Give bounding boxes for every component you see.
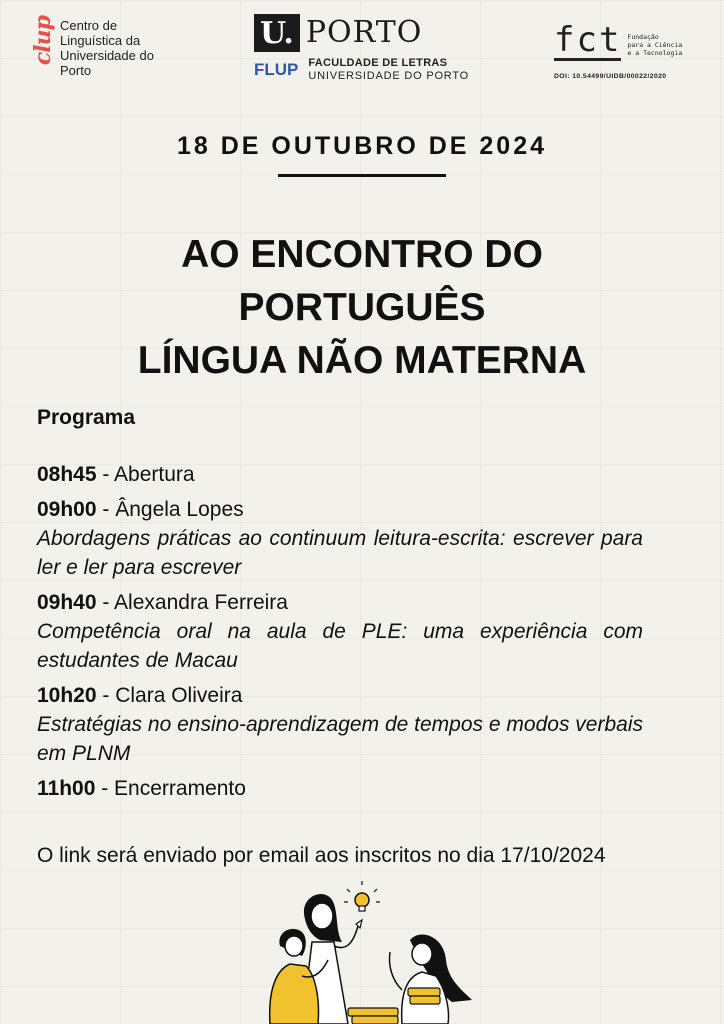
- uporto-logo: [254, 14, 474, 83]
- slot-speaker: - Ângela Lopes: [96, 498, 244, 521]
- slot-speaker: - Alexandra Ferreira: [96, 591, 288, 614]
- lightbulb-icon: [344, 881, 380, 911]
- clup-logo-line: Centro de: [60, 18, 118, 33]
- flup-logo-mark: FLUP: [254, 60, 299, 79]
- slot-header: [37, 681, 643, 710]
- slot-time: 09h00: [37, 498, 97, 521]
- fct-logo-row: [554, 20, 704, 61]
- event-title-line: AO ENCONTRO DO: [181, 233, 543, 276]
- fct-logo-line: para a Ciência: [627, 41, 683, 49]
- slot-speaker: - Clara Oliveira: [96, 684, 243, 707]
- program-slot: [37, 774, 643, 803]
- students-illustration: [262, 880, 482, 1024]
- event-title-line: PORTUGUÊS: [238, 286, 486, 329]
- fct-logo-mark: fct: [554, 20, 622, 60]
- event-title: [0, 228, 724, 387]
- program-section: [37, 406, 643, 809]
- clup-logo-line: Porto: [60, 63, 92, 78]
- date-divider: [278, 174, 446, 177]
- slot-time: 11h00: [37, 777, 96, 800]
- fct-logo-line: Fundação: [627, 33, 659, 41]
- slot-time: 08h45: [37, 463, 97, 486]
- slot-header: [37, 588, 643, 617]
- uporto-logo-word: PORTO: [305, 15, 423, 50]
- flup-logo-row: [254, 57, 474, 83]
- slot-header: [37, 774, 643, 803]
- program-slot: [37, 460, 643, 489]
- flup-logo-line1: FACULDADE DE LETRAS: [308, 57, 448, 69]
- flup-logo-line2: UNIVERSIDADE DO PORTO: [308, 70, 470, 82]
- right-student-figure: [390, 934, 473, 1024]
- clup-logo: [32, 16, 154, 78]
- clup-logo-line: Universidade do: [60, 48, 154, 63]
- slot-header: [37, 460, 643, 489]
- program-heading: Programa: [37, 406, 136, 429]
- clup-logo-text: [60, 18, 154, 78]
- clup-logo-line: Linguística da: [60, 33, 141, 48]
- slot-speaker: - Encerramento: [95, 777, 246, 800]
- program-slot: [37, 681, 643, 768]
- slot-header: [37, 495, 643, 524]
- students-illustration-svg: [262, 880, 482, 1024]
- event-date: 18 DE OUTUBRO DE 2024: [176, 132, 548, 160]
- program-slot: [37, 495, 643, 582]
- uporto-logo-box: U.: [254, 14, 300, 52]
- slot-talk-title: Abordagens práticas ao continuum leitura-escrita: escrever para ler e ler para escrever: [37, 527, 643, 579]
- books-icon: [348, 1008, 398, 1024]
- event-title-line: LÍNGUA NÃO MATERNA: [137, 339, 587, 382]
- fct-logo-line: e a Tecnologia: [627, 49, 683, 57]
- slot-speaker: - Abertura: [96, 463, 195, 486]
- clup-logo-mark: clup: [30, 16, 56, 66]
- link-note: O link será enviado por email aos inscritos no dia 17/10/2024: [37, 844, 606, 867]
- fct-doi: DOI: 10.54499/UIDB/00022/2020: [554, 73, 667, 80]
- program-slot: [37, 588, 643, 675]
- slot-talk-title: Competência oral na aula de PLE: uma experiência com estudantes de Macau: [37, 620, 643, 672]
- slot-talk-title: Estratégias no ensino-aprendizagem de tempos e modos verbais em PLNM: [37, 713, 643, 765]
- uporto-logo-row: [254, 14, 474, 52]
- fct-logo-text: [627, 33, 682, 57]
- slot-time: 10h20: [37, 684, 97, 707]
- flup-logo-text: [308, 57, 469, 83]
- slot-time: 09h40: [37, 591, 97, 614]
- fct-logo: [554, 20, 704, 80]
